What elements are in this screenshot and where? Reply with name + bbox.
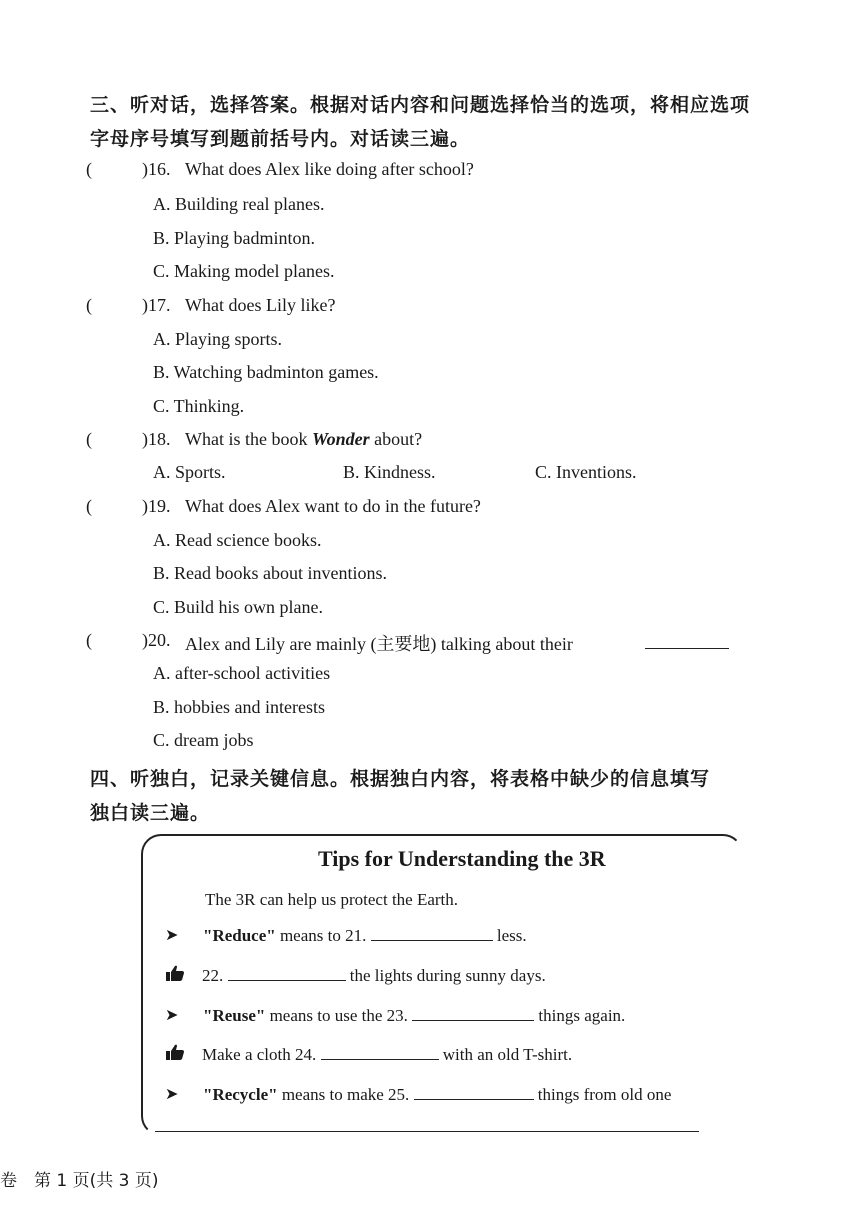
section3-heading-line2: 字母序号填写到题前括号内。对话读三遍。 (90, 128, 471, 150)
tips-text: less. (496, 926, 527, 945)
tips-text: things from old one (537, 1085, 672, 1104)
question-text-after: about? (374, 429, 423, 449)
tips-text: the lights during sunny days. (349, 966, 546, 985)
tips-line-22 (202, 964, 546, 986)
book-title: Wonder (311, 429, 370, 449)
question-text (185, 429, 422, 450)
tips-text: Make a cloth 24. (202, 1045, 317, 1064)
question-text: Alex and Lily are mainly (主要地) talking about their (185, 634, 573, 654)
option: C. Making model planes. (153, 261, 335, 281)
question-text-before: What is the book (185, 429, 308, 449)
section4-heading-line1: 四、听独白，记录关键信息。根据独白内容，将表格中缺少的信息填写 (90, 768, 711, 790)
arrow-bullet-icon: ➤ (165, 1007, 179, 1024)
option: C. Thinking. (153, 396, 245, 416)
thumbs-up-icon (165, 964, 185, 982)
tips-line-23 (203, 1004, 625, 1026)
page-footer: 卷 第 1 页(共 3 页) (0, 1171, 159, 1191)
question-number: )20. (142, 630, 171, 650)
keyword-reuse: "Reuse" (203, 1006, 266, 1025)
answer-paren[interactable]: ( (86, 295, 92, 315)
question-number: )17. (142, 295, 171, 315)
tips-text: 22. (202, 966, 224, 985)
tips-text: means to 21. (279, 926, 367, 945)
tips-text: means to make 25. (281, 1085, 410, 1104)
answer-paren[interactable]: ( (86, 159, 92, 179)
answer-blank-22[interactable] (228, 964, 346, 981)
tips-title: Tips for Understanding the 3R (318, 846, 606, 871)
tips-text: means to use the 23. (269, 1006, 408, 1025)
answer-paren[interactable]: ( (86, 496, 92, 516)
question-text: What does Alex like doing after school? (185, 159, 474, 179)
tips-box-bottom-border (155, 1131, 699, 1132)
tips-line-21 (203, 924, 527, 946)
option: B. Kindness. (343, 462, 436, 482)
tips-intro: The 3R can help us protect the Earth. (205, 890, 459, 909)
arrow-bullet-icon: ➤ (165, 1086, 179, 1103)
question-number: )19. (142, 496, 171, 516)
option: C. Inventions. (535, 462, 637, 482)
tips-text: with an old T-shirt. (442, 1045, 573, 1064)
keyword-recycle: "Recycle" (203, 1085, 278, 1104)
answer-blank[interactable] (645, 632, 729, 649)
option: B. Read books about inventions. (153, 563, 387, 583)
tips-text: things again. (538, 1006, 626, 1025)
option: C. dream jobs (153, 730, 254, 750)
option: A. Read science books. (153, 530, 322, 550)
option: A. Playing sports. (153, 329, 283, 349)
answer-blank-24[interactable] (321, 1043, 439, 1060)
question-number: )18. (142, 429, 171, 449)
tips-line-25 (203, 1083, 671, 1105)
answer-paren[interactable]: ( (86, 429, 92, 449)
question-text: What does Alex want to do in the future? (185, 496, 481, 516)
question-number: )16. (142, 159, 171, 179)
keyword-reduce: "Reduce" (203, 926, 276, 945)
tips-line-24 (202, 1043, 572, 1065)
option: A. Sports. (153, 462, 226, 482)
option: A. after-school activities (153, 663, 331, 683)
option: A. Building real planes. (153, 194, 325, 214)
question-text: What does Lily like? (185, 295, 336, 315)
answer-blank-25[interactable] (414, 1083, 534, 1100)
section4-heading-line2: 独白读三遍。 (90, 802, 211, 824)
arrow-bullet-icon: ➤ (165, 927, 179, 944)
answer-blank-23[interactable] (412, 1004, 534, 1021)
section3-heading-line1: 三、听对话，选择答案。根据对话内容和问题选择恰当的选项，将相应选项 (90, 94, 751, 116)
option: B. Playing badminton. (153, 228, 315, 248)
option: C. Build his own plane. (153, 597, 323, 617)
option: B. hobbies and interests (153, 697, 325, 717)
answer-paren[interactable]: ( (86, 630, 92, 650)
thumbs-up-icon (165, 1043, 185, 1061)
option: B. Watching badminton games. (153, 362, 379, 382)
answer-blank-21[interactable] (371, 924, 493, 941)
